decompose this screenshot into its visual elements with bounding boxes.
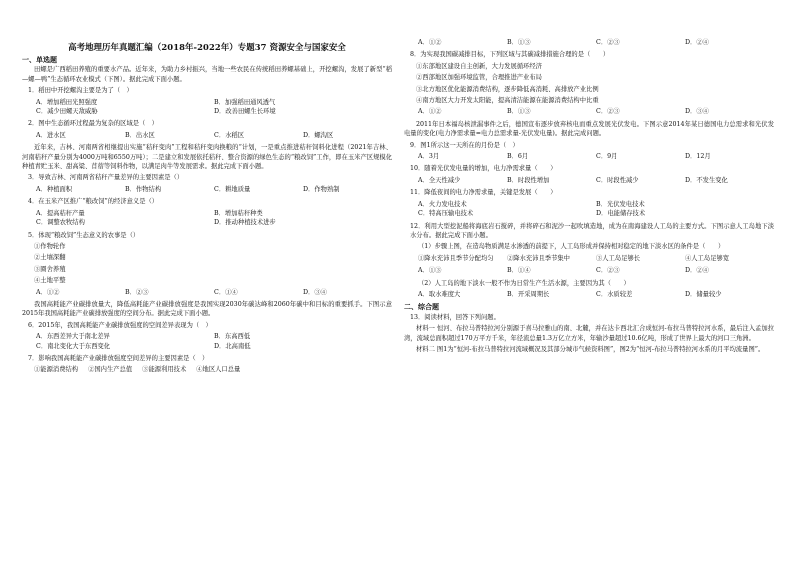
option: B．出水区: [125, 131, 155, 139]
option: C．时段性减少: [596, 176, 639, 184]
numbered-items: [404, 254, 774, 263]
option: C．耕地质量: [214, 185, 251, 193]
question-stem: 2．图中生态循环过程最为复杂的区域是（ ）: [28, 120, 158, 128]
material-paragraph: 近年来，吉林、河南两省相继提出实施“秸秆变肉”工程和秸秆变肉换粮的“计划，一是重点推进秸秆饲料化进程（2021年吉林、河南秸秆产量分别为4000万吨和6550万吨）；二是建立和发展依托秸秆、整合资源的绿色生态的“粮改饲”工作，即在玉米产区规模化种植青贮玉米、甜高粱、苜蓿等饲料作物，以满足肉牛等发展需求。据此完成下面小题。: [22, 144, 392, 171]
list-item: ②西部地区加强环境监管，合理推进产业布局: [416, 74, 542, 82]
list-item: ③圈舍养殖: [34, 265, 66, 273]
question-stem: 4．在玉米产区推广“粮改饲”的经济意义是（）: [28, 198, 159, 206]
list-item: ③人工岛足够长: [596, 254, 641, 262]
numbered-items: [22, 242, 392, 286]
option: B．东高西低: [214, 333, 251, 341]
option: B．①③: [507, 108, 531, 116]
question-stem: 10．随着光伏发电量的增加，电力净需求量（ ）: [410, 165, 557, 173]
option: C．减少田螺天敌威胁: [36, 108, 98, 116]
option: C．调整农牧结构: [36, 219, 85, 227]
material-paragraph: 2011年日本福岛核泄漏事件之后，德国宣布逐步放弃核电而重点发展光伏发电。下图示意2014年某日德国电力总需求和光伏发电量的变化(电力净需求量=电力总需求量-光伏发电量)。据此完成问题。: [404, 120, 774, 138]
question-stem: 11．降低夜间的电力净需求量，关键是发展（ ）: [410, 189, 557, 197]
option: A．火力发电技术: [418, 200, 467, 208]
material-paragraph: 我国高耗能产业碳排放量大，降低高耗能产业碳排放强度是我国实现2030年碳达峰和2060年碳中和目标的重要抓手。下图示意2015年我国高耗能产业碳排放强度的空间分布。据此完成下面小题。: [22, 300, 392, 318]
option: B．①③: [507, 39, 531, 46]
section-heading-comprehensive: 二、综合题: [404, 302, 439, 312]
material-paragraph: 12．利用大型挖泥船将海底岩石搅碎，并将碎石和泥沙一起吹填造地，成为在南海建设人工岛的主要方式。下图示意人工岛地下淡水分布。据此完成下面小题。: [410, 222, 774, 239]
option: B．增加秸秆种类: [214, 209, 263, 217]
option: B．光伏发电技术: [596, 200, 645, 208]
option: A．增加稻田光照强度: [36, 98, 98, 106]
option: A．全天性减少: [418, 176, 461, 184]
option: C．水稻区: [214, 131, 245, 139]
option: A．3月: [418, 153, 440, 161]
list-item: ①降水充沛且季节分配均匀: [418, 254, 494, 262]
list-item: ④人工岛足够宽: [685, 254, 730, 262]
answer-options: [404, 107, 774, 116]
answer-options: [404, 266, 774, 275]
option: B．时段性增加: [507, 176, 550, 184]
option: D．不发生变化: [685, 176, 728, 184]
option: A．进水区: [36, 131, 66, 139]
option: A．种植面积: [36, 185, 73, 193]
numbered-items: [22, 365, 392, 374]
answer-options: [404, 38, 774, 47]
answer-options: [404, 290, 774, 299]
page-title: 高考地理历年真题汇编（2018年-2022年）专题37 资源安全与国家安全: [68, 42, 346, 52]
answer-options: [22, 332, 392, 351]
material-paragraph: 田螺是广西稻田养殖的重要水产品。近年来，为助力乡村振兴，当地一些农民在传统稻田养螺基础上，开挖螺沟，发展了新型“稻—螺—鸭”生态循环农业模式（下图）。据此完成下面小题。: [22, 66, 392, 83]
option: A．取水难度大: [418, 290, 461, 298]
option: B．加强稻田通风透气: [214, 98, 276, 106]
option: A．①②: [418, 108, 442, 116]
option: D．电能储存技术: [596, 210, 646, 218]
option: B．②③: [125, 288, 149, 296]
option: C．9月: [596, 153, 618, 161]
option: C．②③: [596, 108, 620, 116]
list-item: ①作物轮作: [34, 242, 66, 250]
option: D．北高南低: [214, 342, 251, 350]
material-paragraph: 材料一 恒河、布拉马普特拉河分别源于喜马拉雅山的南、北麓，并在达卡西北汇合成恒河-布拉马普特拉河水系，最后注入孟加拉湾，流域总面积超过170万平方千米，年径流总量1.3万亿立方米，年输沙量超过10.6亿吨，形成了世界上最大的河口三角洲。: [404, 325, 774, 342]
option: D．螺沟区: [303, 131, 334, 139]
question-stem: 7．影响我国高耗能产业碳排放强度空间差异的主要因素是（ ）: [28, 354, 209, 362]
option: D．储量较少: [685, 290, 722, 298]
question-stem: 13．阅读材料，回答下列问题。: [410, 313, 500, 321]
option: D．推动种植技术进步: [214, 219, 276, 227]
option: D．12月: [685, 153, 711, 161]
option: C．南北变化大于东西变化: [36, 342, 111, 350]
option: A．①③: [418, 267, 442, 275]
option: C．②③: [596, 267, 620, 275]
option: B．作物结构: [125, 185, 162, 193]
question-stem: 9．图1所示这一天所在的月份是（ ）: [410, 141, 519, 149]
list-item: ④南方地区大力开发太阳能，提高清洁能源在能源消费结构中比重: [416, 97, 599, 105]
option: B．①④: [507, 267, 531, 275]
list-item: ①东部地区建设自主创新，大力发展循环经济: [416, 62, 542, 70]
left-column: [22, 0, 392, 377]
list-item: ②国内生产总值: [88, 366, 133, 374]
option: A．①②: [36, 288, 60, 296]
option: A．东西差异大于南北差异: [36, 333, 110, 341]
option: C．水质较差: [596, 290, 633, 298]
option: B．开采周期长: [507, 290, 550, 298]
answer-options: [404, 152, 774, 161]
list-item: ④地区人口总量: [196, 366, 241, 374]
option: D．②④: [685, 267, 709, 275]
question-stem: 1．稻田中开挖螺沟主要是为了（ ）: [28, 87, 133, 95]
option: C．特高压输电技术: [418, 210, 474, 218]
option: A．提高秸秆产量: [36, 209, 85, 217]
option: C．①④: [214, 288, 238, 296]
answer-options: [22, 131, 392, 140]
option: D．②④: [685, 39, 709, 46]
question-stem: 8．为实现我国碳减排目标，下列区域与其碳减排措施合理的是（ ）: [410, 51, 610, 59]
option: B．6月: [507, 153, 529, 161]
answer-options: [404, 176, 774, 185]
option: D．作物熟制: [303, 185, 340, 193]
right-column: [404, 0, 774, 356]
answer-options: [404, 200, 774, 219]
option: D．③④: [685, 108, 709, 116]
list-item: ③能源利用技术: [142, 366, 187, 374]
question-stem: （2）人工岛的地下淡水一般不作为日常生产生活水源，主要因为其（ ）: [418, 279, 630, 287]
list-item: ②降水充沛且季节集中: [507, 254, 570, 262]
question-stem: 3．导致吉林、河南两省秸秆产量差异的主要因素是（）: [28, 174, 184, 182]
numbered-items: [404, 62, 774, 106]
option: A．①②: [418, 39, 442, 46]
answer-options: [22, 288, 392, 297]
list-item: ④土地平整: [34, 277, 66, 285]
list-item: ③北方地区优化能源消费结构，逐步降低高消耗、高排放产业比例: [416, 85, 599, 93]
answer-options: [22, 185, 392, 194]
option: D．改善田螺生长环境: [214, 108, 276, 116]
answer-options: [22, 209, 392, 228]
option: D．③④: [303, 288, 327, 296]
question-stem: 6．2015年，我国高耗能产业碳排放强度的空间差异表现为（ ）: [28, 321, 212, 329]
question-stem: 5．体现“粮改饲”生态意义的农事是（）: [28, 231, 140, 239]
list-item: ②土壤深翻: [34, 254, 66, 262]
question-stem: （1）步骤上图，在造岛物质满足水渗透的前提下，人工岛形成并保持相对稳定的地下淡水区的条件是（ ）: [418, 243, 725, 251]
list-item: ①能源消费结构: [34, 366, 79, 374]
answer-options: [22, 98, 392, 117]
material-paragraph: 材料二 图1为“恒河-布拉马普特拉河流域概况及其部分城市气候资料图”，图2为“恒河-布拉马普特拉河水系的月平均流量图”。: [416, 345, 765, 353]
section-heading-single-choice: 一、单选题: [22, 55, 57, 64]
option: C．②③: [596, 39, 620, 46]
